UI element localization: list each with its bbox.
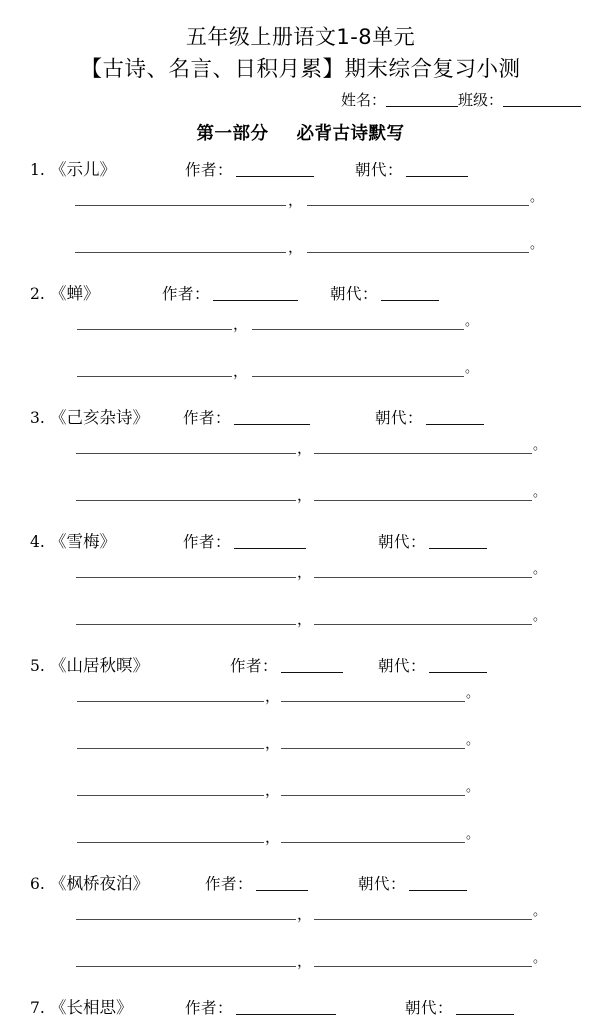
- class-label: 班级：: [457, 91, 503, 109]
- author-label: 作者：: [183, 533, 232, 551]
- dynasty-field: [355, 155, 468, 185]
- poem-header-row: [0, 869, 601, 899]
- answer-blank[interactable]: [307, 205, 529, 206]
- poem-title: 《枫桥夜泊》: [50, 874, 149, 893]
- answer-blank[interactable]: [76, 624, 296, 625]
- comma-mark: ，: [233, 315, 249, 333]
- answer-blank[interactable]: [314, 919, 532, 920]
- dynasty-blank[interactable]: [456, 999, 514, 1015]
- poem-header-row: [0, 993, 601, 1023]
- dynasty-blank[interactable]: [429, 657, 487, 673]
- poem-item: [0, 527, 601, 651]
- author-blank[interactable]: [281, 657, 343, 673]
- student-info-bar: [0, 89, 601, 111]
- answer-blank[interactable]: [77, 329, 232, 330]
- comma-mark: ，: [297, 905, 313, 923]
- poem-number: 1.: [30, 161, 45, 179]
- dynasty-label: 朝代：: [405, 999, 454, 1017]
- period-mark: 。: [533, 609, 547, 624]
- author-blank[interactable]: [256, 875, 308, 891]
- answer-row: [0, 946, 601, 993]
- comma-mark: ，: [265, 828, 281, 846]
- section-number-label: 第一部分: [196, 124, 269, 144]
- author-field: [230, 651, 343, 681]
- document-title-line-1: 五年级上册语文1-8单元: [185, 25, 416, 49]
- answer-blank[interactable]: [252, 329, 464, 330]
- author-blank[interactable]: [236, 999, 336, 1015]
- comma-mark: ，: [265, 734, 281, 752]
- author-field: [183, 403, 310, 433]
- author-blank[interactable]: [234, 409, 310, 425]
- dynasty-field: [378, 527, 487, 557]
- answer-blank[interactable]: [314, 966, 532, 967]
- period-mark: 。: [530, 190, 544, 205]
- comma-mark: ，: [297, 563, 313, 581]
- poem-title: 《蝉》: [50, 284, 100, 303]
- answer-row: [0, 185, 601, 232]
- answer-blank[interactable]: [75, 252, 286, 253]
- dynasty-blank[interactable]: [406, 161, 468, 177]
- section-heading: [0, 122, 601, 146]
- period-mark: 。: [533, 438, 547, 453]
- dynasty-blank[interactable]: [429, 533, 487, 549]
- poem-title: 《己亥杂诗》: [50, 408, 149, 427]
- author-field: [205, 869, 308, 899]
- answer-blank[interactable]: [252, 376, 464, 377]
- dynasty-field: [375, 403, 484, 433]
- author-label: 作者：: [205, 875, 254, 893]
- author-label: 作者：: [183, 409, 232, 427]
- answer-blank[interactable]: [76, 453, 296, 454]
- period-mark: 。: [466, 733, 480, 748]
- period-mark: 。: [465, 314, 479, 329]
- answer-blank[interactable]: [77, 842, 264, 843]
- answer-blank[interactable]: [314, 453, 532, 454]
- comma-mark: ，: [297, 952, 313, 970]
- answer-blank[interactable]: [77, 376, 232, 377]
- poem-item: [0, 403, 601, 527]
- comma-mark: ，: [233, 362, 249, 380]
- poem-number: 3.: [30, 409, 45, 427]
- dynasty-blank[interactable]: [409, 875, 467, 891]
- poem-header-row: [0, 403, 601, 433]
- author-blank[interactable]: [234, 533, 306, 549]
- poem-list: [0, 155, 601, 1023]
- answer-row: [0, 433, 601, 480]
- poem-item: [0, 651, 601, 869]
- poem-header-row: [0, 279, 601, 309]
- answer-row: [0, 480, 601, 527]
- author-label: 作者：: [185, 161, 234, 179]
- period-mark: 。: [533, 951, 547, 966]
- author-field: [162, 279, 298, 309]
- section-title-label: 必背古诗默写: [296, 124, 405, 144]
- answer-row: [0, 557, 601, 604]
- answer-row: [0, 822, 601, 869]
- class-blank[interactable]: [503, 91, 581, 107]
- poem-number: 7.: [30, 999, 45, 1017]
- comma-mark: ，: [265, 687, 281, 705]
- author-label: 作者：: [185, 999, 234, 1017]
- name-blank[interactable]: [386, 91, 458, 107]
- answer-blank[interactable]: [76, 966, 296, 967]
- document-title-line-2: 【古诗、名言、日积月累】期末综合复习小测: [80, 57, 521, 82]
- author-blank[interactable]: [236, 161, 314, 177]
- period-mark: 。: [533, 485, 547, 500]
- poem-header-row: [0, 155, 601, 185]
- period-mark: 。: [466, 686, 480, 701]
- answer-row: [0, 232, 601, 279]
- poem-number: 4.: [30, 533, 45, 551]
- answer-blank[interactable]: [75, 205, 286, 206]
- period-mark: 。: [465, 361, 479, 376]
- poem-number: 2.: [30, 285, 45, 303]
- answer-blank[interactable]: [77, 795, 264, 796]
- author-label: 作者：: [230, 657, 279, 675]
- document-header: [0, 0, 601, 86]
- poem-title: 《山居秋暝》: [50, 656, 149, 675]
- period-mark: 。: [466, 827, 480, 842]
- answer-row: [0, 309, 601, 356]
- answer-row: [0, 728, 601, 775]
- period-mark: 。: [530, 237, 544, 252]
- answer-row: [0, 899, 601, 946]
- answer-blank[interactable]: [281, 795, 465, 796]
- dynasty-label: 朝代：: [355, 161, 404, 179]
- poem-number: 5.: [30, 657, 45, 675]
- answer-blank[interactable]: [76, 919, 296, 920]
- dynasty-label: 朝代：: [330, 285, 379, 303]
- answer-blank[interactable]: [281, 701, 465, 702]
- period-mark: 。: [533, 904, 547, 919]
- author-field: [185, 993, 336, 1023]
- dynasty-blank[interactable]: [426, 409, 484, 425]
- author-field: [183, 527, 306, 557]
- poem-header-row: [0, 527, 601, 557]
- poem-item: [0, 155, 601, 279]
- dynasty-label: 朝代：: [358, 875, 407, 893]
- answer-blank[interactable]: [307, 252, 529, 253]
- comma-mark: ，: [297, 610, 313, 628]
- poem-item: [0, 993, 601, 1023]
- answer-blank[interactable]: [281, 842, 465, 843]
- dynasty-label: 朝代：: [378, 533, 427, 551]
- dynasty-field: [330, 279, 439, 309]
- poem-title: 《长相思》: [50, 998, 133, 1017]
- answer-blank[interactable]: [77, 701, 264, 702]
- answer-row: [0, 775, 601, 822]
- poem-title: 《雪梅》: [50, 532, 116, 551]
- answer-blank[interactable]: [76, 577, 296, 578]
- poem-number: 6.: [30, 875, 45, 893]
- period-mark: 。: [533, 562, 547, 577]
- dynasty-field: [358, 869, 467, 899]
- comma-mark: ，: [265, 781, 281, 799]
- dynasty-field: [405, 993, 514, 1023]
- answer-row: [0, 681, 601, 728]
- poem-item: [0, 279, 601, 403]
- period-mark: 。: [466, 780, 480, 795]
- comma-mark: ，: [288, 191, 304, 209]
- dynasty-field: [378, 651, 487, 681]
- answer-blank[interactable]: [77, 748, 264, 749]
- author-field: [185, 155, 314, 185]
- poem-item: [0, 869, 601, 993]
- poem-header-row: [0, 651, 601, 681]
- dynasty-label: 朝代：: [375, 409, 424, 427]
- comma-mark: ，: [297, 486, 313, 504]
- answer-row: [0, 604, 601, 651]
- name-label: 姓名：: [340, 91, 386, 109]
- poem-title: 《示儿》: [50, 160, 116, 179]
- comma-mark: ，: [288, 238, 304, 256]
- answer-blank[interactable]: [314, 577, 532, 578]
- answer-blank[interactable]: [314, 500, 532, 501]
- answer-row: [0, 356, 601, 403]
- answer-blank[interactable]: [76, 500, 296, 501]
- answer-blank[interactable]: [281, 748, 465, 749]
- answer-blank[interactable]: [314, 624, 532, 625]
- comma-mark: ，: [297, 439, 313, 457]
- dynasty-label: 朝代：: [378, 657, 427, 675]
- dynasty-blank[interactable]: [381, 285, 439, 301]
- author-label: 作者：: [162, 285, 211, 303]
- author-blank[interactable]: [213, 285, 298, 301]
